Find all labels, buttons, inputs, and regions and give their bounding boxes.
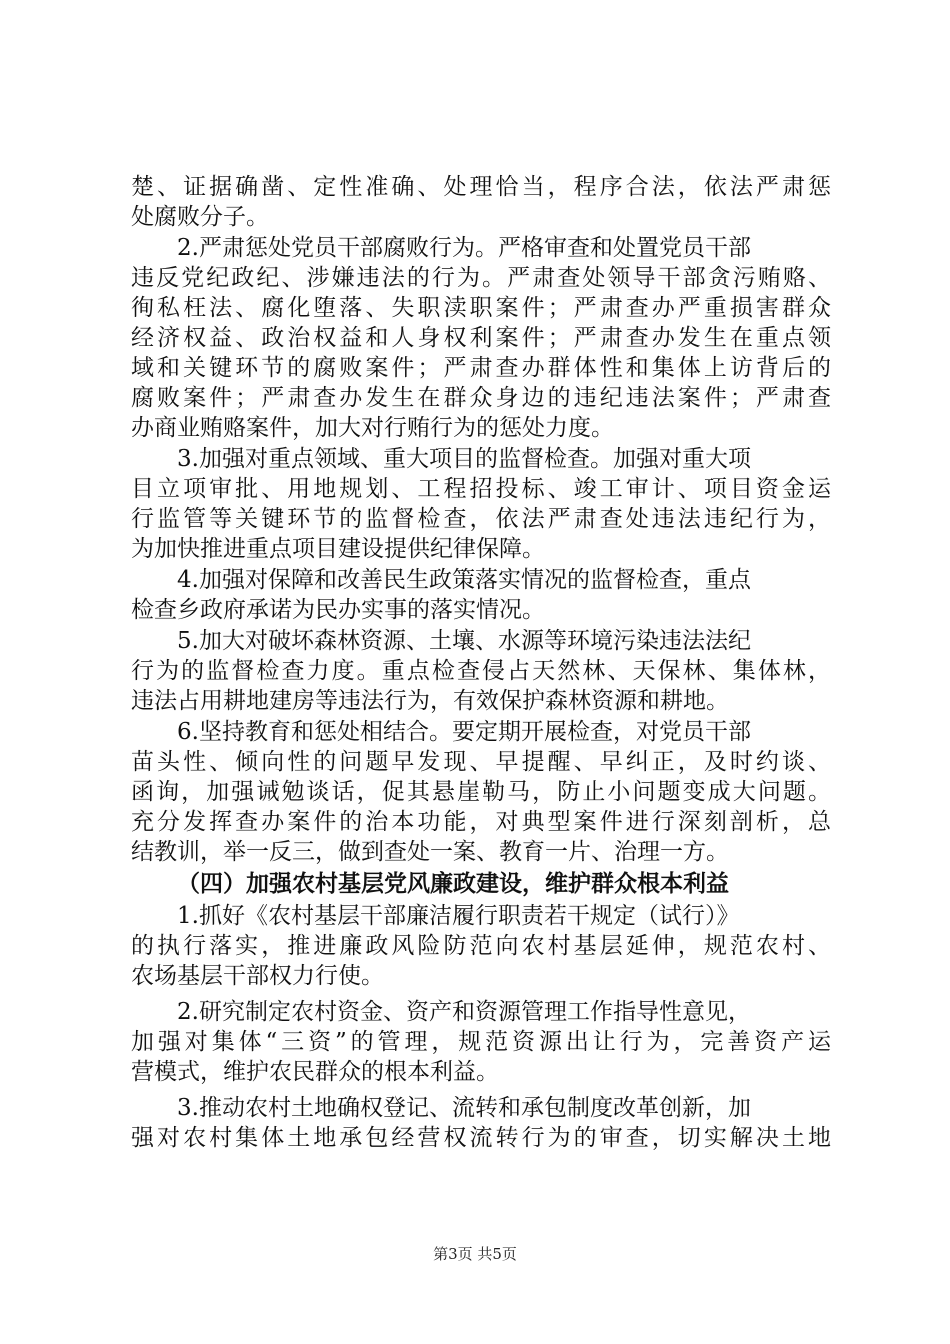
text-line: 违法占用耕地建房等违法行为，有效保护森林资源和耕地。 (131, 688, 729, 714)
text-line: 营模式，维护农民群众的根本利益。 (131, 1059, 499, 1085)
text-line: 的执行落实，推进廉政风险防范向农村基层延伸，规范农村、 (131, 933, 831, 959)
text-line: 违反党纪政纪、涉嫌违法的行为。严肃查处领导干部贪污贿赂、 (131, 265, 831, 291)
text-line: 为加快推进重点项目建设提供纪律保障。 (131, 536, 545, 562)
text-line: 腐败案件；严肃查办发生在群众身边的违纪违法案件；严肃查 (131, 385, 831, 411)
text-line: 检查乡政府承诺为民办实事的落实情况。 (131, 597, 545, 623)
text-line: 农场基层干部权力行使。 (131, 963, 384, 989)
section-heading: （四）加强农村基层党风廉政建设，维护群众根本利益 (177, 871, 729, 897)
text-line: 2.研究制定农村资金、资产和资源管理工作指导性意见， (177, 999, 751, 1025)
text-line: 加强对集体“三资”的管理，规范资源出让行为，完善资产运 (131, 1029, 831, 1055)
text-line: 结教训，举一反三，做到查处一案、教育一片、治理一方。 (131, 839, 729, 865)
page-footer: 第3页 共5页 (433, 1245, 517, 1263)
text-line: 1.抓好《农村基层干部廉洁履行职责若干规定（试行）》 (177, 903, 740, 929)
text-line: 充分发挥查办案件的治本功能，对典型案件进行深刻剖析，总 (131, 809, 831, 835)
text-line: 强对农村集体土地承包经营权流转行为的审查，切实解决土地 (131, 1125, 831, 1151)
text-line: 办商业贿赂案件，加大对行贿行为的惩处力度。 (131, 415, 614, 441)
text-line: 目立项审批、用地规划、工程招投标、竣工审计、项目资金运 (131, 476, 831, 502)
text-line: 苗头性、倾向性的问题早发现、早提醒、早纠正，及时约谈、 (131, 749, 831, 775)
text-line: 4.加强对保障和改善民生政策落实情况的监督检查，重点 (177, 567, 751, 593)
body-text (131, 172, 831, 1153)
text-line: 3.推动农村土地确权登记、流转和承包制度改革创新，加 (177, 1095, 751, 1121)
text-line: 行监管等关键环节的监督检查，依法严肃查处违法违纪行为， (131, 506, 831, 532)
text-line: 处腐败分子。 (131, 204, 269, 230)
text-line: 6.坚持教育和惩处相结合。要定期开展检查，对党员干部 (177, 719, 751, 745)
text-line: 域和关键环节的腐败案件；严肃查办群体性和集体上访背后的 (131, 355, 831, 381)
text-line: 徇私枉法、腐化堕落、失职渎职案件；严肃查办严重损害群众 (131, 295, 831, 321)
text-line: 楚、证据确凿、定性准确、处理恰当，程序合法，依法严肃惩 (131, 174, 831, 200)
text-line: 函询，加强诫勉谈话，促其悬崖勒马，防止小问题变成大问题。 (131, 779, 831, 805)
text-line: 3.加强对重点领域、重大项目的监督检查。加强对重大项 (177, 446, 751, 472)
text-line: 5.加大对破坏森林资源、土壤、水源等环境污染违法法纪 (177, 628, 751, 654)
text-line: 行为的监督检查力度。重点检查侵占天然林、天保林、集体林， (131, 658, 831, 684)
text-line: 经济权益、政治权益和人身权利案件；严肃查办发生在重点领 (131, 325, 831, 351)
text-line: 2.严肃惩处党员干部腐败行为。严格审查和处置党员干部 (177, 235, 751, 261)
